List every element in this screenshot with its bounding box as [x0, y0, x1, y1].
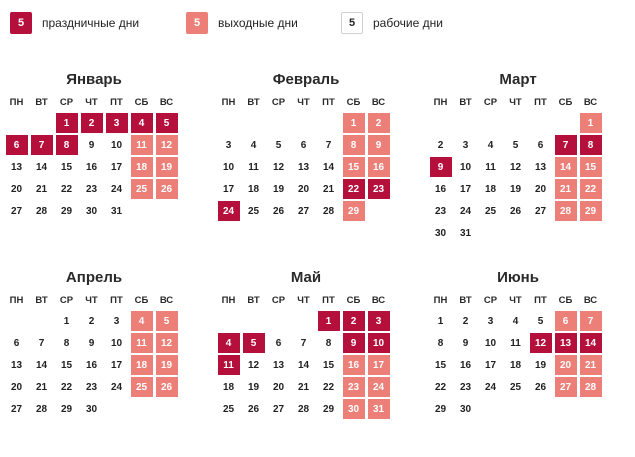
legend-weekend-swatch: 5: [186, 12, 208, 34]
work-day: 13: [272, 359, 285, 371]
work-day: 16: [85, 161, 98, 173]
weekday-label: ЧТ: [509, 97, 522, 108]
weekend-day: 23: [343, 377, 365, 397]
weekday-header: [4, 293, 184, 308]
work-day: 2: [437, 139, 444, 151]
weekday-label: СБ: [558, 295, 573, 306]
work-day: 13: [297, 161, 310, 173]
legend-work-label: рабочие дни: [373, 16, 443, 30]
month-title: Июнь: [497, 269, 539, 286]
weekday-label: СР: [271, 97, 286, 108]
weekday-label: СР: [483, 97, 498, 108]
holiday-day: 10: [368, 333, 390, 353]
work-day: 24: [459, 205, 472, 217]
weekend-day: 19: [156, 157, 178, 177]
work-day: 11: [485, 161, 496, 173]
work-day: 4: [512, 315, 519, 327]
work-day: 12: [509, 161, 522, 173]
weekday-label: СР: [59, 295, 74, 306]
empty-cell: [430, 113, 452, 133]
month-title: Март: [499, 71, 537, 88]
weekday-label: ЧТ: [85, 97, 98, 108]
work-day: 20: [10, 381, 23, 393]
month-title: Январь: [66, 71, 122, 88]
weekday-label: ПН: [221, 97, 236, 108]
work-day: 17: [222, 183, 235, 195]
work-day: 25: [222, 403, 235, 415]
work-day: 22: [60, 183, 73, 195]
weekend-day: 29: [343, 201, 365, 221]
weekday-label: ВТ: [247, 97, 260, 108]
work-day: 28: [35, 205, 48, 217]
empty-cell: [530, 113, 552, 133]
work-day: 27: [10, 205, 23, 217]
weekday-label: ЧТ: [509, 295, 522, 306]
work-day: 30: [85, 403, 98, 415]
work-day: 22: [322, 381, 335, 393]
work-day: 9: [88, 337, 95, 349]
work-day: 16: [85, 359, 98, 371]
work-day: 30: [434, 227, 447, 239]
work-day: 22: [60, 381, 73, 393]
empty-cell: [31, 311, 53, 331]
weekday-label: ПН: [433, 295, 448, 306]
weekend-day: 5: [156, 311, 178, 331]
holiday-day: 9: [430, 157, 452, 177]
work-day: 5: [537, 315, 544, 327]
day-grid: [4, 310, 184, 420]
empty-cell: [268, 113, 290, 133]
work-day: 15: [60, 359, 73, 371]
work-day: 29: [322, 403, 335, 415]
holiday-day: 13: [555, 333, 577, 353]
weekend-day: 28: [580, 377, 602, 397]
empty-cell: [505, 113, 527, 133]
work-day: 7: [300, 337, 307, 349]
empty-cell: [555, 113, 577, 133]
weekend-day: 21: [555, 179, 577, 199]
day-grid: [4, 112, 184, 222]
legend-weekend-label: выходные дни: [218, 16, 298, 30]
work-day: 14: [322, 161, 335, 173]
weekday-label: ЧТ: [297, 97, 310, 108]
weekday-label: ВС: [371, 97, 386, 108]
empty-cell: [218, 113, 240, 133]
weekday-label: ПТ: [534, 97, 547, 108]
weekend-day: 20: [555, 355, 577, 375]
work-day: 10: [484, 337, 497, 349]
weekday-label: ВС: [159, 97, 174, 108]
work-day: 14: [35, 161, 48, 173]
weekend-day: 11: [131, 135, 153, 155]
weekday-label: ПТ: [322, 295, 335, 306]
weekend-day: 6: [555, 311, 577, 331]
work-day: 1: [63, 315, 70, 327]
work-day: 11: [510, 337, 521, 349]
holiday-day: 11: [218, 355, 240, 375]
legend-holiday-label: праздничные дни: [42, 16, 140, 30]
weekend-day: 30: [343, 399, 365, 419]
day-grid: [216, 310, 396, 420]
empty-cell: [243, 113, 265, 133]
empty-cell: [293, 113, 315, 133]
weekday-label: ВС: [159, 295, 174, 306]
empty-cell: [318, 113, 340, 133]
weekday-label: СР: [483, 295, 498, 306]
work-day: 2: [462, 315, 469, 327]
work-day: 20: [297, 183, 310, 195]
work-day: 21: [35, 381, 48, 393]
work-day: 20: [10, 183, 23, 195]
weekday-label: ПН: [433, 97, 448, 108]
work-day: 8: [437, 337, 444, 349]
month-title: Май: [290, 269, 322, 286]
work-day: 3: [113, 315, 120, 327]
weekday-label: ПТ: [110, 295, 123, 306]
work-day: 3: [225, 139, 232, 151]
month-january: [4, 70, 184, 222]
work-day: 12: [247, 359, 260, 371]
legend-work: [341, 12, 443, 34]
work-day: 23: [459, 381, 472, 393]
weekday-label: СБ: [134, 295, 149, 306]
work-day: 26: [534, 381, 547, 393]
weekday-header: [428, 95, 608, 110]
work-day: 6: [275, 337, 282, 349]
work-day: 19: [509, 183, 522, 195]
work-day: 16: [434, 183, 447, 195]
legend-weekend: [186, 12, 298, 34]
weekday-header: [216, 95, 396, 110]
weekday-label: ПТ: [534, 295, 547, 306]
weekend-day: 26: [156, 377, 178, 397]
weekday-label: ВС: [583, 295, 598, 306]
weekend-day: 16: [343, 355, 365, 375]
work-day: 22: [434, 381, 447, 393]
work-day: 6: [537, 139, 544, 151]
work-day: 13: [10, 161, 23, 173]
weekend-day: 14: [555, 157, 577, 177]
work-day: 4: [250, 139, 257, 151]
work-day: 13: [10, 359, 23, 371]
weekend-day: 18: [131, 355, 153, 375]
weekend-day: 17: [368, 355, 390, 375]
work-day: 10: [110, 139, 123, 151]
work-day: 28: [322, 205, 335, 217]
weekday-label: ВТ: [35, 97, 48, 108]
work-day: 24: [110, 183, 123, 195]
work-day: 30: [85, 205, 98, 217]
work-day: 23: [85, 183, 98, 195]
work-day: 6: [300, 139, 307, 151]
holiday-day: 4: [131, 113, 153, 133]
holiday-day: 6: [6, 135, 28, 155]
legend-holiday: [10, 12, 139, 34]
work-day: 25: [247, 205, 260, 217]
work-day: 25: [509, 381, 522, 393]
work-day: 10: [110, 337, 123, 349]
weekend-day: 24: [368, 377, 390, 397]
work-day: 21: [35, 183, 48, 195]
work-day: 11: [248, 161, 259, 173]
empty-cell: [293, 311, 315, 331]
work-day: 19: [534, 359, 547, 371]
work-day: 9: [462, 337, 469, 349]
work-day: 3: [487, 315, 494, 327]
work-day: 3: [462, 139, 469, 151]
weekday-label: ЧТ: [85, 295, 98, 306]
holiday-day: 8: [580, 135, 602, 155]
weekday-label: ВС: [583, 97, 598, 108]
work-day: 18: [247, 183, 260, 195]
weekday-label: ВТ: [459, 97, 472, 108]
holiday-day: 23: [368, 179, 390, 199]
holiday-day: 3: [106, 113, 128, 133]
weekend-day: 12: [156, 135, 178, 155]
work-day: 25: [484, 205, 497, 217]
day-grid: [428, 310, 608, 420]
weekend-day: 27: [555, 377, 577, 397]
work-day: 7: [325, 139, 332, 151]
weekday-label: СБ: [134, 97, 149, 108]
work-day: 17: [459, 183, 472, 195]
weekend-day: 1: [343, 113, 365, 133]
work-day: 4: [487, 139, 494, 151]
holiday-day: 24: [218, 201, 240, 221]
work-day: 9: [88, 139, 95, 151]
month-title: Февраль: [272, 71, 340, 88]
day-grid: [428, 112, 608, 244]
weekend-day: 7: [580, 311, 602, 331]
weekday-label: ВТ: [35, 295, 48, 306]
work-day: 31: [110, 205, 123, 217]
work-day: 29: [60, 403, 73, 415]
work-day: 14: [297, 359, 310, 371]
legend: [0, 12, 635, 36]
weekend-day: 1: [580, 113, 602, 133]
weekday-label: ПН: [9, 295, 24, 306]
weekend-day: 12: [156, 333, 178, 353]
weekend-day: 25: [131, 179, 153, 199]
work-day: 17: [110, 359, 123, 371]
holiday-day: 4: [218, 333, 240, 353]
weekend-day: 4: [131, 311, 153, 331]
empty-cell: [6, 113, 28, 133]
weekday-header: [216, 293, 396, 308]
month-title: Апрель: [65, 269, 123, 286]
weekend-day: 19: [156, 355, 178, 375]
weekend-day: 8: [343, 135, 365, 155]
work-day: 19: [272, 183, 285, 195]
work-day: 26: [247, 403, 260, 415]
work-day: 31: [459, 227, 472, 239]
weekday-label: СБ: [346, 295, 361, 306]
holiday-day: 14: [580, 333, 602, 353]
work-day: 20: [272, 381, 285, 393]
holiday-day: 7: [555, 135, 577, 155]
holiday-day: 22: [343, 179, 365, 199]
work-day: 29: [60, 205, 73, 217]
work-day: 27: [272, 403, 285, 415]
work-day: 12: [272, 161, 285, 173]
work-day: 20: [534, 183, 547, 195]
work-day: 15: [60, 161, 73, 173]
work-day: 13: [534, 161, 547, 173]
weekday-label: СР: [59, 97, 74, 108]
work-day: 1: [437, 315, 444, 327]
legend-holiday-swatch: 5: [10, 12, 32, 34]
work-day: 16: [459, 359, 472, 371]
holiday-day: 7: [31, 135, 53, 155]
work-day: 8: [325, 337, 332, 349]
holiday-day: 2: [81, 113, 103, 133]
weekday-label: СБ: [346, 97, 361, 108]
work-day: 29: [434, 403, 447, 415]
holiday-day: 2: [343, 311, 365, 331]
weekday-label: СБ: [558, 97, 573, 108]
work-day: 15: [434, 359, 447, 371]
work-day: 21: [322, 183, 335, 195]
weekend-day: 25: [131, 377, 153, 397]
work-day: 15: [322, 359, 335, 371]
holiday-day: 1: [318, 311, 340, 331]
weekday-header: [428, 293, 608, 308]
weekday-label: ВТ: [247, 295, 260, 306]
weekend-day: 26: [156, 179, 178, 199]
weekend-day: 15: [580, 157, 602, 177]
work-day: 17: [110, 161, 123, 173]
weekend-day: 18: [131, 157, 153, 177]
work-day: 18: [484, 183, 497, 195]
work-day: 23: [85, 381, 98, 393]
work-day: 21: [297, 381, 310, 393]
work-day: 18: [222, 381, 235, 393]
weekend-day: 29: [580, 201, 602, 221]
weekend-day: 15: [343, 157, 365, 177]
holiday-day: 5: [156, 113, 178, 133]
work-day: 10: [459, 161, 472, 173]
holiday-day: 9: [343, 333, 365, 353]
work-day: 10: [222, 161, 235, 173]
weekday-label: ВС: [371, 295, 386, 306]
weekend-day: 31: [368, 399, 390, 419]
work-day: 17: [484, 359, 497, 371]
work-day: 28: [297, 403, 310, 415]
weekend-day: 9: [368, 135, 390, 155]
empty-cell: [6, 311, 28, 331]
work-day: 26: [272, 205, 285, 217]
empty-cell: [31, 113, 53, 133]
weekday-label: ПТ: [110, 97, 123, 108]
work-day: 6: [13, 337, 20, 349]
work-day: 5: [512, 139, 519, 151]
month-april: [4, 268, 184, 420]
weekend-day: 16: [368, 157, 390, 177]
holiday-day: 12: [530, 333, 552, 353]
holiday-day: 1: [56, 113, 78, 133]
empty-cell: [480, 113, 502, 133]
work-day: 19: [247, 381, 260, 393]
weekend-day: 11: [131, 333, 153, 353]
month-march: [428, 70, 608, 244]
month-june: [428, 268, 608, 420]
weekday-label: СР: [271, 295, 286, 306]
work-day: 28: [35, 403, 48, 415]
empty-cell: [243, 311, 265, 331]
work-day: 24: [110, 381, 123, 393]
weekend-day: 21: [580, 355, 602, 375]
weekend-day: 22: [580, 179, 602, 199]
work-day: 14: [35, 359, 48, 371]
weekend-day: 2: [368, 113, 390, 133]
work-day: 18: [509, 359, 522, 371]
work-day: 27: [297, 205, 310, 217]
holiday-day: 8: [56, 135, 78, 155]
weekday-label: ЧТ: [297, 295, 310, 306]
month-may: [216, 268, 396, 420]
work-day: 23: [434, 205, 447, 217]
work-day: 27: [534, 205, 547, 217]
empty-cell: [268, 311, 290, 331]
month-february: [216, 70, 396, 222]
work-day: 27: [10, 403, 23, 415]
weekday-label: ПН: [9, 97, 24, 108]
holiday-day: 3: [368, 311, 390, 331]
work-day: 8: [63, 337, 70, 349]
weekday-label: ПН: [221, 295, 236, 306]
holiday-day: 5: [243, 333, 265, 353]
weekday-header: [4, 95, 184, 110]
work-day: 7: [38, 337, 45, 349]
work-day: 26: [509, 205, 522, 217]
weekend-day: 28: [555, 201, 577, 221]
empty-cell: [218, 311, 240, 331]
work-day: 24: [484, 381, 497, 393]
work-day: 5: [275, 139, 282, 151]
weekday-label: ПТ: [322, 97, 335, 108]
legend-work-swatch: 5: [341, 12, 363, 34]
weekday-label: ВТ: [459, 295, 472, 306]
day-grid: [216, 112, 396, 222]
work-day: 2: [88, 315, 95, 327]
work-day: 30: [459, 403, 472, 415]
empty-cell: [455, 113, 477, 133]
